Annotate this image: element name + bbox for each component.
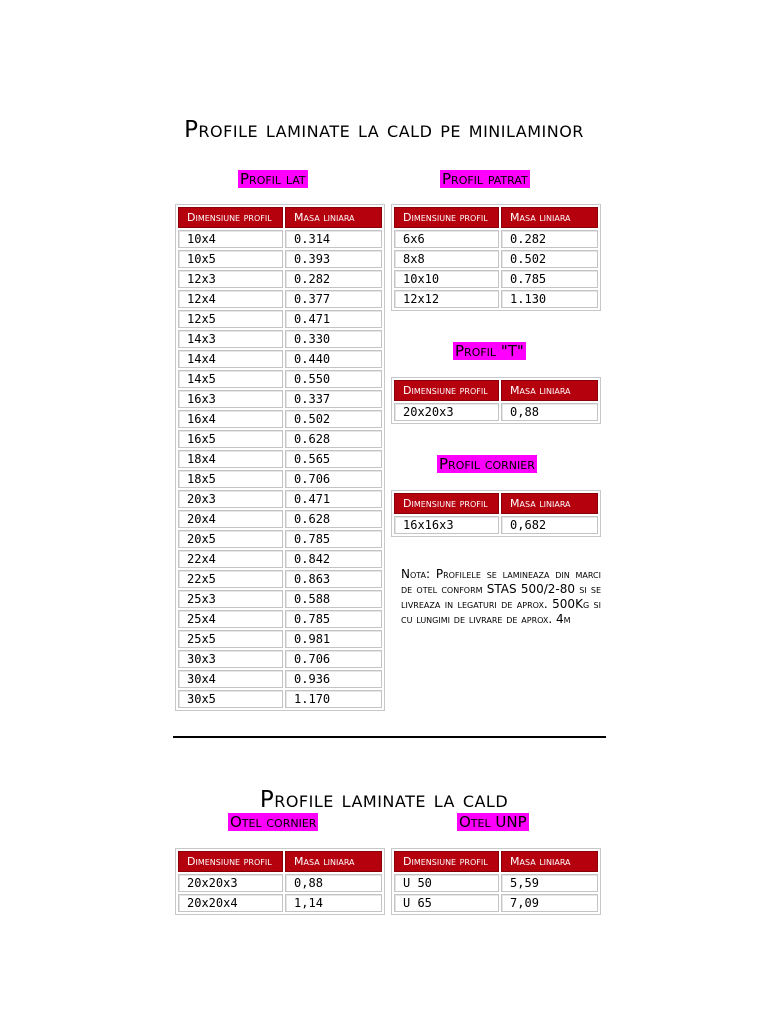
cell-dimensiune: 12x5: [178, 310, 283, 328]
table-row: [178, 270, 382, 288]
cell-dimensiune: 22x4: [178, 550, 283, 568]
table-row: [178, 510, 382, 528]
table-header-row: [394, 207, 598, 228]
cell-masa: 0.565: [285, 450, 382, 468]
table-row: [178, 590, 382, 608]
profil-t-label: Profil "T": [455, 342, 524, 360]
profil-patrat-table: [391, 204, 601, 311]
cell-masa: 0.628: [285, 510, 382, 528]
header-dimensiune: Dimensiune profil: [178, 207, 283, 228]
profil-t-table: [391, 377, 601, 424]
cell-masa: 5,59: [501, 874, 598, 892]
header-masa: Masa liniara: [501, 207, 598, 228]
table-row: [178, 490, 382, 508]
cell-masa: 1,14: [285, 894, 382, 912]
table-row: [178, 630, 382, 648]
table-header-row: [394, 380, 598, 401]
cell-masa: 0.785: [285, 530, 382, 548]
cell-dimensiune: 20x3: [178, 490, 283, 508]
header-dimensiune: Dimensiune profil: [394, 851, 499, 872]
table-row: [178, 874, 382, 892]
cell-masa: 0.337: [285, 390, 382, 408]
cell-dimensiune: 14x3: [178, 330, 283, 348]
cell-masa: 0.706: [285, 470, 382, 488]
cell-dimensiune: 25x3: [178, 590, 283, 608]
table-row: [178, 894, 382, 912]
cell-dimensiune: 20x20x3: [178, 874, 283, 892]
note-text: Nota: Profilele se lamineaza din marci de otel conform STAS 500/2-80 si se livreaza in legaturi de aprox. 500Kg si cu lungimi de livrare de aprox. 4m: [401, 567, 601, 626]
table-row: [394, 290, 598, 308]
cell-dimensiune: 6x6: [394, 230, 499, 248]
otel-cornier-label: Otel cornier: [230, 813, 317, 831]
table-row: [178, 670, 382, 688]
cell-dimensiune: 10x10: [394, 270, 499, 288]
table-row: [178, 310, 382, 328]
table-row: [178, 290, 382, 308]
table-row: [178, 550, 382, 568]
cell-dimensiune: 20x4: [178, 510, 283, 528]
header-dimensiune: Dimensiune profil: [394, 207, 499, 228]
cell-dimensiune: U 65: [394, 894, 499, 912]
cell-dimensiune: 14x4: [178, 350, 283, 368]
cell-dimensiune: 30x3: [178, 650, 283, 668]
table-row: [178, 410, 382, 428]
cell-masa: 1.170: [285, 690, 382, 708]
table-row: [178, 330, 382, 348]
table-row: [178, 250, 382, 268]
cell-masa: 0.440: [285, 350, 382, 368]
cell-dimensiune: 30x5: [178, 690, 283, 708]
otel-unp-label: Otel UNP: [459, 813, 527, 831]
cell-dimensiune: 25x5: [178, 630, 283, 648]
header-masa: Masa liniara: [285, 851, 382, 872]
table-row: [178, 430, 382, 448]
cell-masa: 0.863: [285, 570, 382, 588]
cell-dimensiune: 8x8: [394, 250, 499, 268]
table-row: [178, 530, 382, 548]
otel-unp-table: [391, 848, 601, 915]
table-row: [394, 270, 598, 288]
table-row: [178, 390, 382, 408]
otel-cornier-table: [175, 848, 385, 915]
table-row: [178, 350, 382, 368]
header-dimensiune: Dimensiune profil: [178, 851, 283, 872]
table-row: [178, 610, 382, 628]
cell-dimensiune: 25x4: [178, 610, 283, 628]
profil-lat-table: [175, 204, 385, 711]
cell-dimensiune: 12x12: [394, 290, 499, 308]
profil-cornier-table: [391, 490, 601, 537]
table-row: [394, 403, 598, 421]
cell-masa: 0.377: [285, 290, 382, 308]
table-row: [178, 570, 382, 588]
cell-dimensiune: 18x4: [178, 450, 283, 468]
table-row: [394, 230, 598, 248]
cell-masa: 0.282: [285, 270, 382, 288]
divider: [173, 736, 606, 738]
cell-masa: 0.282: [501, 230, 598, 248]
table-header-row: [178, 207, 382, 228]
cell-masa: 0.588: [285, 590, 382, 608]
cell-masa: 0.785: [501, 270, 598, 288]
cell-masa: 0.936: [285, 670, 382, 688]
profil-patrat-label: Profil patrat: [442, 170, 528, 188]
table-row: [394, 250, 598, 268]
profil-cornier-label: Profil cornier: [439, 455, 535, 473]
table-row: [394, 516, 598, 534]
table-row: [394, 894, 598, 912]
cell-dimensiune: U 50: [394, 874, 499, 892]
table-row: [178, 690, 382, 708]
cell-dimensiune: 20x5: [178, 530, 283, 548]
cell-masa: 0.314: [285, 230, 382, 248]
cell-masa: 0.471: [285, 310, 382, 328]
table-row: [178, 450, 382, 468]
cell-masa: 0.502: [285, 410, 382, 428]
cell-masa: 0,88: [501, 403, 598, 421]
header-masa: Masa liniara: [501, 493, 598, 514]
cell-dimensiune: 14x5: [178, 370, 283, 388]
cell-masa: 0.785: [285, 610, 382, 628]
cell-dimensiune: 22x5: [178, 570, 283, 588]
cell-masa: 0.471: [285, 490, 382, 508]
table-header-row: [178, 851, 382, 872]
cell-masa: 0.330: [285, 330, 382, 348]
section-title: Profile laminate la cald: [259, 787, 509, 813]
cell-dimensiune: 10x4: [178, 230, 283, 248]
profil-lat-label: Profil lat: [240, 170, 306, 188]
cell-masa: 0.502: [501, 250, 598, 268]
cell-dimensiune: 12x3: [178, 270, 283, 288]
table-row: [178, 650, 382, 668]
page-title: Profile laminate la cald pe minilaminor: [184, 117, 584, 143]
header-masa: Masa liniara: [501, 851, 598, 872]
cell-masa: 1.130: [501, 290, 598, 308]
cell-masa: 0,88: [285, 874, 382, 892]
table-header-row: [394, 493, 598, 514]
cell-dimensiune: 16x16x3: [394, 516, 499, 534]
cell-masa: 0,682: [501, 516, 598, 534]
cell-dimensiune: 16x3: [178, 390, 283, 408]
table-row: [394, 874, 598, 892]
cell-dimensiune: 16x4: [178, 410, 283, 428]
cell-masa: 0.981: [285, 630, 382, 648]
cell-masa: 0.628: [285, 430, 382, 448]
header-dimensiune: Dimensiune profil: [394, 380, 499, 401]
cell-dimensiune: 20x20x4: [178, 894, 283, 912]
header-masa: Masa liniara: [285, 207, 382, 228]
cell-dimensiune: 30x4: [178, 670, 283, 688]
header-masa: Masa liniara: [501, 380, 598, 401]
table-row: [178, 370, 382, 388]
cell-masa: 0.842: [285, 550, 382, 568]
cell-dimensiune: 12x4: [178, 290, 283, 308]
table-header-row: [394, 851, 598, 872]
cell-masa: 0.393: [285, 250, 382, 268]
cell-dimensiune: 10x5: [178, 250, 283, 268]
cell-dimensiune: 18x5: [178, 470, 283, 488]
header-dimensiune: Dimensiune profil: [394, 493, 499, 514]
cell-masa: 0.706: [285, 650, 382, 668]
table-row: [178, 230, 382, 248]
table-row: [178, 470, 382, 488]
cell-masa: 7,09: [501, 894, 598, 912]
cell-dimensiune: 20x20x3: [394, 403, 499, 421]
cell-masa: 0.550: [285, 370, 382, 388]
cell-dimensiune: 16x5: [178, 430, 283, 448]
